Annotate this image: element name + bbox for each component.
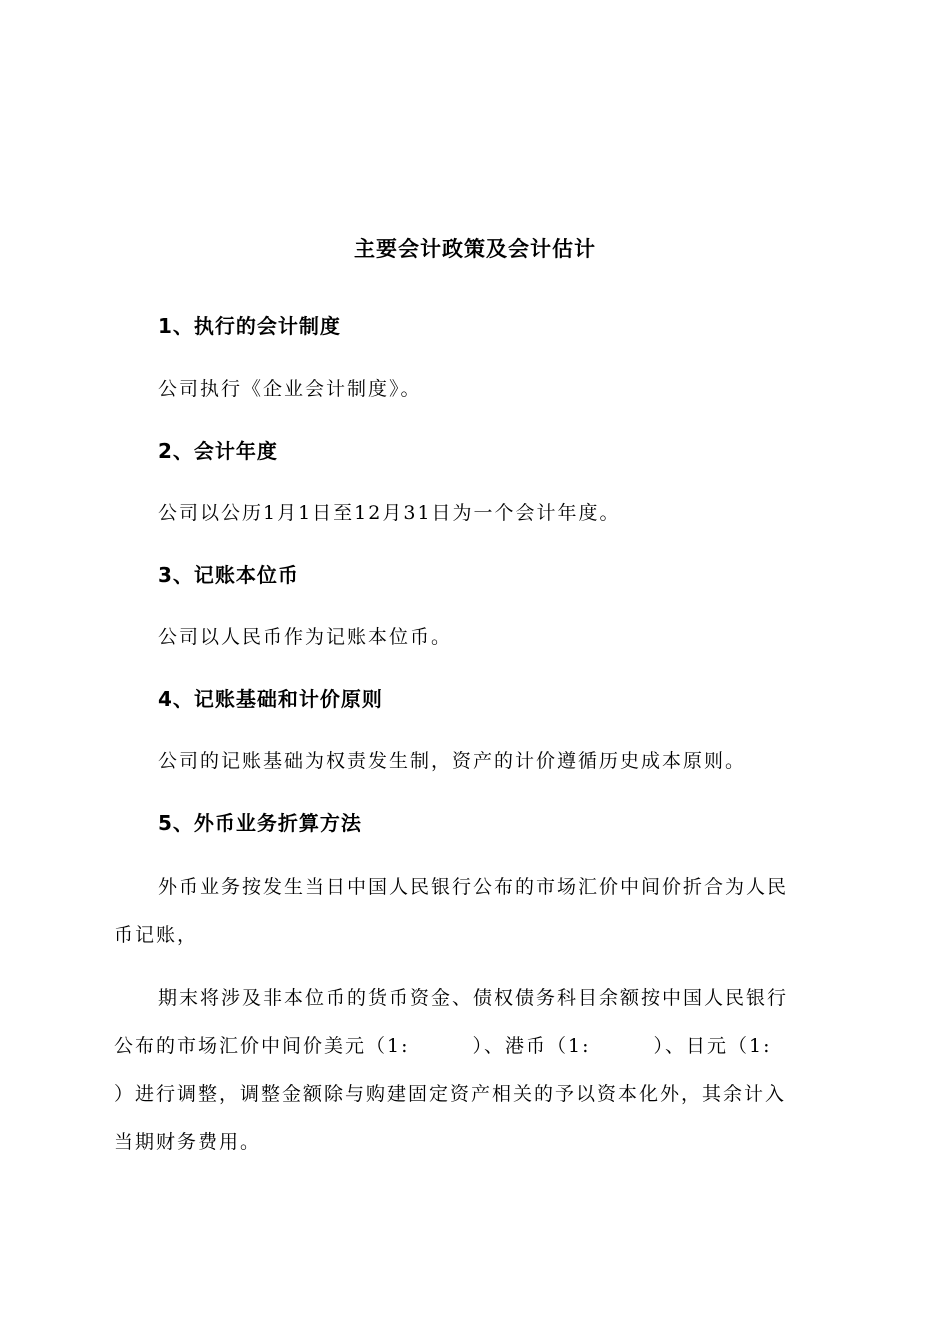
section-body-4: 公司的记账基础为权责发生制，资产的计价遵循历史成本原则。 xyxy=(158,750,747,772)
section-body-1: 公司执行《企业会计制度》。 xyxy=(158,378,422,400)
section-heading-1: 1、执行的会计制度 xyxy=(158,314,341,338)
section-body-3: 公司以人民币作为记账本位币。 xyxy=(158,626,453,648)
section-heading-2: 2、会计年度 xyxy=(158,439,278,463)
section-heading-3: 3、记账本位币 xyxy=(158,563,299,587)
paragraph-line: 当期财务费用。 xyxy=(114,1131,262,1153)
section-heading-5: 5、外币业务折算方法 xyxy=(158,811,362,835)
paragraph-line: 期末将涉及非本位币的货币资金、债权债务科目余额按中国人民银行 xyxy=(158,987,789,1009)
section-body-2: 公司以公历1月1日至12月31日为一个会计年度。 xyxy=(158,502,621,524)
document-title: 主要会计政策及会计估计 xyxy=(354,237,596,261)
section-5-paragraph-2 xyxy=(114,974,830,1166)
paragraph-line: 币记账， xyxy=(114,924,199,946)
paragraph-line: 外币业务按发生当日中国人民银行公布的市场汇价中间价折合为人民 xyxy=(158,876,789,898)
paragraph-line: ）进行调整，调整金额除与购建固定资产相关的予以资本化外，其余计入 xyxy=(114,1083,787,1105)
paragraph-line: 公布的市场汇价中间价美元（1: ）、港币（1: ）、日元（1: xyxy=(114,1035,772,1057)
section-heading-4: 4、记账基础和计价原则 xyxy=(158,687,383,711)
section-5-paragraph-1 xyxy=(114,863,830,959)
